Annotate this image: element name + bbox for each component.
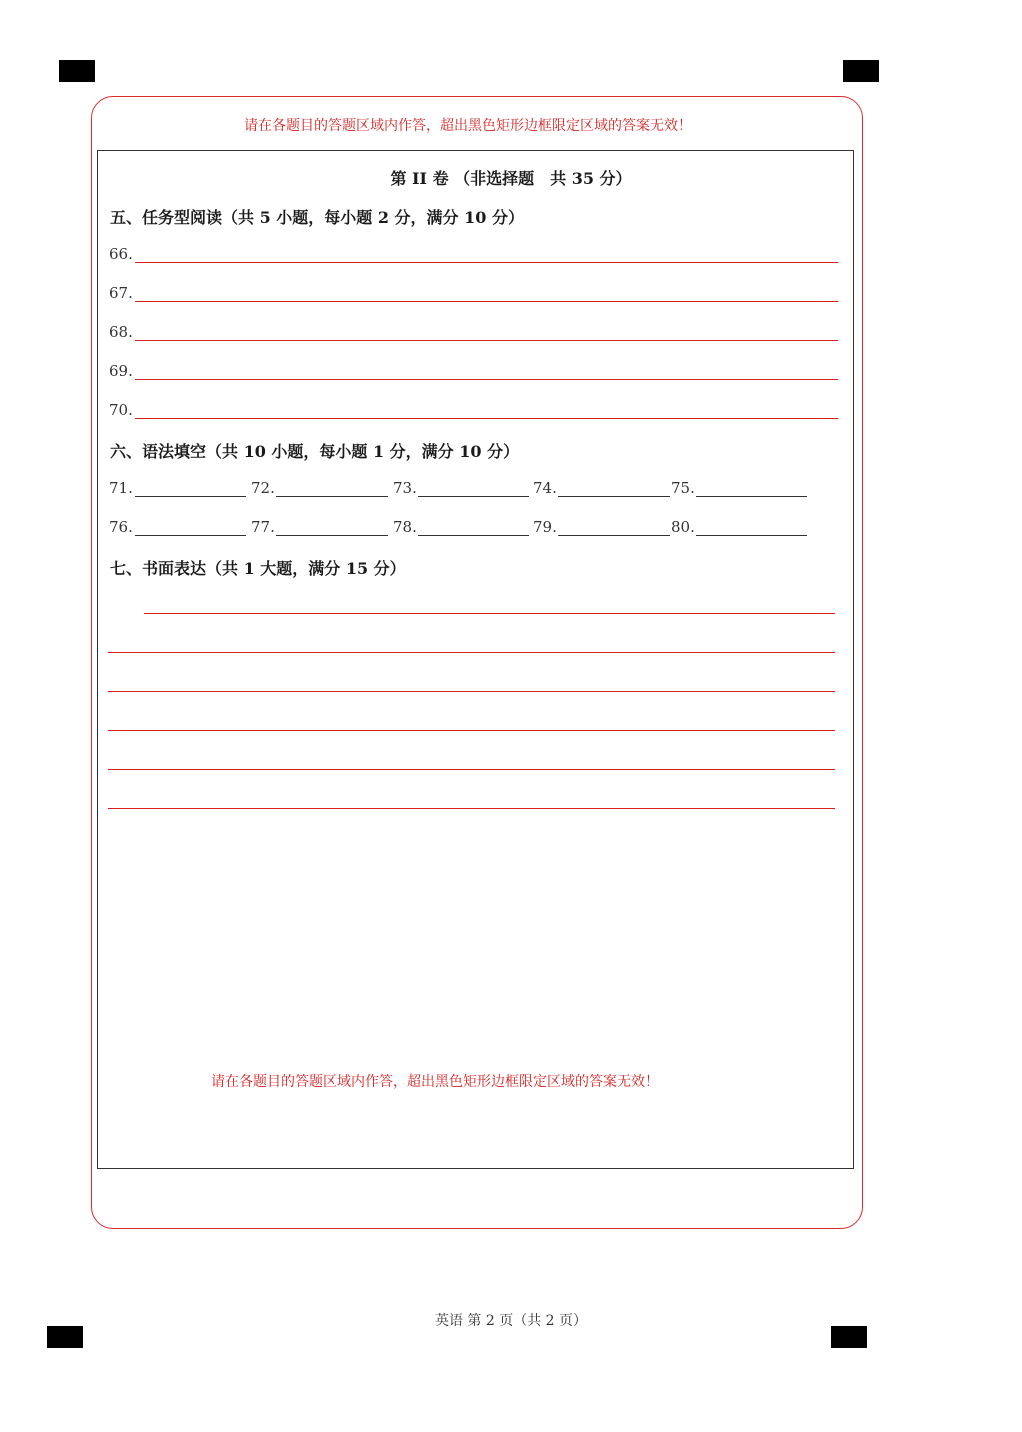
section5-heading: 五、任务型阅读（共 5 小题，每小题 2 分，满分 10 分） bbox=[110, 208, 524, 227]
answer-line-70[interactable] bbox=[135, 418, 838, 419]
answer-blank-79[interactable] bbox=[558, 535, 670, 536]
answer-number-70: 70. bbox=[109, 401, 133, 419]
answer-number-79: 79. bbox=[533, 518, 557, 536]
answer-number-73: 73. bbox=[393, 479, 417, 497]
answer-number-72: 72. bbox=[251, 479, 275, 497]
warning-top: 请在各题目的答题区域内作答，超出黑色矩形边框限定区域的答案无效！ bbox=[244, 118, 692, 134]
answer-number-80: 80. bbox=[671, 518, 695, 536]
answer-number-78: 78. bbox=[393, 518, 417, 536]
page-footer: 英语 第 2 页（共 2 页） bbox=[434, 1313, 588, 1329]
answer-line-67[interactable] bbox=[135, 301, 838, 302]
answer-blank-74[interactable] bbox=[558, 496, 670, 497]
registration-mark-top-left bbox=[59, 60, 95, 82]
answer-number-68: 68. bbox=[109, 323, 133, 341]
section6-heading: 六、语法填空（共 10 小题，每小题 1 分，满分 10 分） bbox=[110, 442, 520, 461]
writing-line[interactable] bbox=[108, 652, 835, 653]
answer-blank-71[interactable] bbox=[135, 496, 246, 497]
writing-line[interactable] bbox=[108, 808, 835, 809]
writing-line[interactable] bbox=[108, 769, 835, 770]
section7-heading: 七、书面表达（共 1 大题，满分 15 分） bbox=[110, 559, 406, 578]
answer-number-71: 71. bbox=[109, 479, 133, 497]
answer-number-77: 77. bbox=[251, 518, 275, 536]
answer-number-75: 75. bbox=[671, 479, 695, 497]
writing-line[interactable] bbox=[108, 730, 835, 731]
answer-blank-80[interactable] bbox=[696, 535, 807, 536]
answer-blank-76[interactable] bbox=[135, 535, 246, 536]
answer-line-69[interactable] bbox=[135, 379, 838, 380]
answer-blank-72[interactable] bbox=[276, 496, 388, 497]
answer-blank-77[interactable] bbox=[276, 535, 388, 536]
answer-number-76: 76. bbox=[109, 518, 133, 536]
answer-blank-75[interactable] bbox=[696, 496, 807, 497]
writing-line[interactable] bbox=[108, 691, 835, 692]
part-title: 第 II 卷 （非选择题 共 35 分） bbox=[390, 169, 632, 188]
writing-line[interactable] bbox=[144, 613, 835, 614]
answer-line-68[interactable] bbox=[135, 340, 838, 341]
answer-number-74: 74. bbox=[533, 479, 557, 497]
answer-blank-73[interactable] bbox=[418, 496, 529, 497]
answer-line-66[interactable] bbox=[135, 262, 838, 263]
answer-blank-78[interactable] bbox=[418, 535, 529, 536]
warning-bottom: 请在各题目的答题区域内作答，超出黑色矩形边框限定区域的答案无效！ bbox=[211, 1074, 659, 1090]
registration-mark-top-right bbox=[843, 60, 879, 82]
answer-number-69: 69. bbox=[109, 362, 133, 380]
answer-number-67: 67. bbox=[109, 284, 133, 302]
answer-number-66: 66. bbox=[109, 245, 133, 263]
answer-box bbox=[97, 150, 854, 1169]
